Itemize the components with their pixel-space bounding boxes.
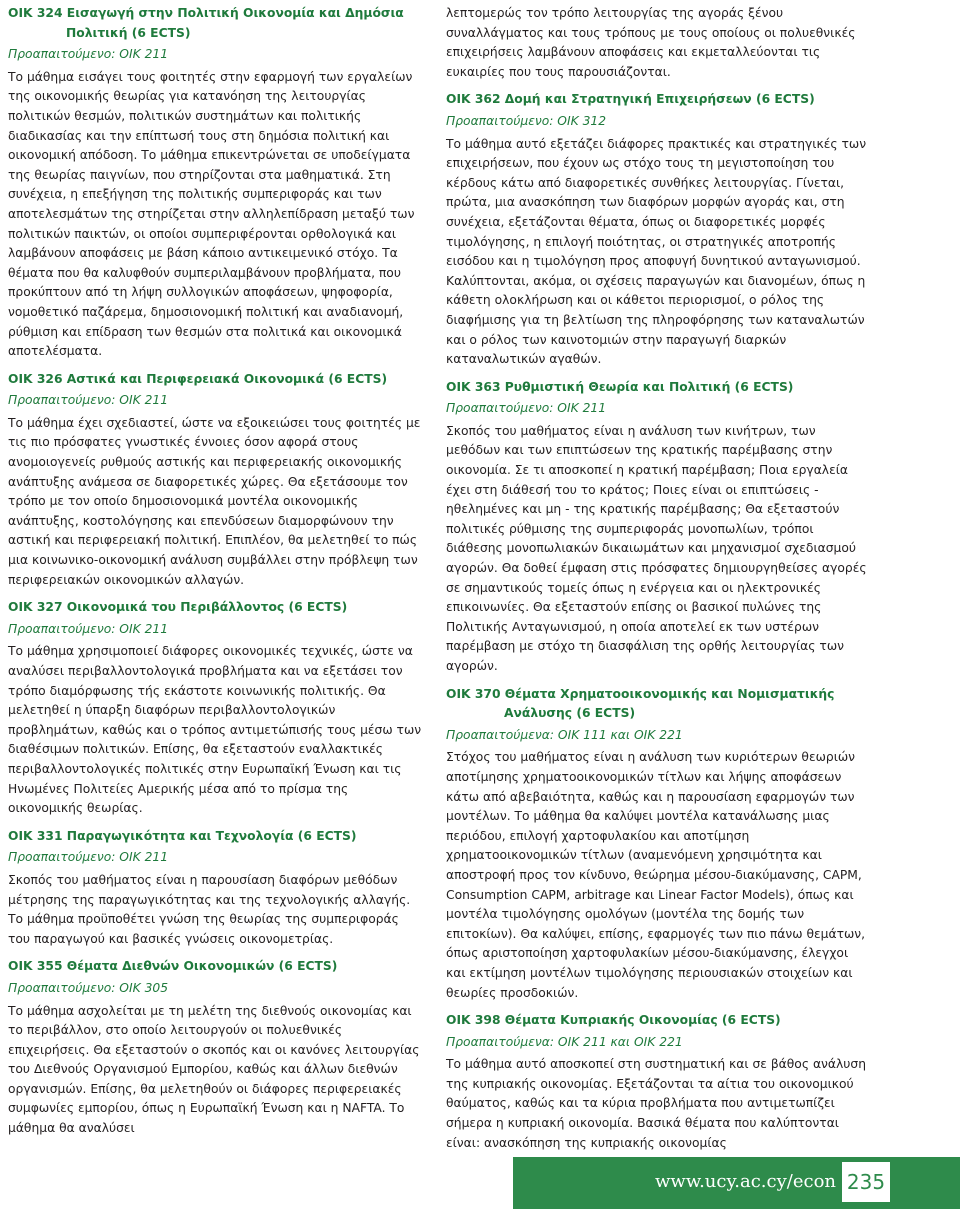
left-column <box>8 4 424 1147</box>
course-prerequisite: Προαπαιτούμενο: ΟΙΚ 211 <box>446 401 607 416</box>
course-description: Το μάθημα ασχολείται με τη μελέτη της διεθνούς οικονομίας και το περιβάλλον, στο οποίο λειτουργούν οι πολυεθνικές επιχειρήσεις. Θα εξεταστούν ο σκοπός και οι κανόνες λειτουργίας του Διεθνούς Οργανισμού Εμπορίου, καθώς και άλλων διεθνών οργανισμών. Επίσης, θα μελετηθούν οι διάφορες περιφερειακές συμφωνίες εμπορίου, όπως η Ευρωπαϊκή Ένωση και η NAFTA. Το μάθημα θα αναλύσει <box>8 1003 420 1136</box>
course-prerequisite: Προαπαιτούμενο: ΟΙΚ 211 <box>8 621 169 636</box>
course-oik-327 <box>8 598 424 819</box>
course-title: ΟΙΚ 331 Παραγωγικότητα και Τεχνολογία (6 ECTS) <box>8 828 357 843</box>
course-prerequisite: Προαπαιτούμενα: ΟΙΚ 111 και ΟΙΚ 221 <box>446 727 683 742</box>
course-description: Το μάθημα αυτό αποσκοπεί στη συστηματική και σε βάθος ανάλυση της κυπριακής οικονομίας. Εξετάζονται τα αίτια του οικονομικού θαύματος, καθώς και τα κύρια προβλήματα που αντιμετωπίζει σήμερα η κυπριακή οικονομία. Βασικά θέματα που καλύπτονται είναι: ανασκόπηση της κυπριακής οικονομίας <box>446 1057 867 1150</box>
course-prerequisite: Προαπαιτούμενο: ΟΙΚ 211 <box>8 850 169 865</box>
course-title: ΟΙΚ 370 Θέματα Χρηματοοικονομικής και Νομισματικής <box>446 686 835 701</box>
course-description: Το μάθημα εισάγει τους φοιτητές στην εφαρμογή των εργαλείων της οικονομικής θεωρίας για κατανόηση της λειτουργίας πολιτικών θεσμών, πολιτικών συστημάτων και πολιτικής διαδικασίας και την επίπτωσή τους στη δημόσια πολιτική και οικονομική απόδοση. Το μάθημα επικεντρώνεται σε υποδείγματα της θεωρίας παιγνίων, που στηρίζονται στα μαθηματικά. Στη συνέχεια, η επεξήγηση της πολιτικής συμπεριφοράς και των αποτελεσμάτων της στηρίζεται στην αλληλεπίδραση μεταξύ των πολιτικών παικτών, οι οποίοι συμπεριφέρονται ορθολογικά και λαμβάνουν αποφάσεις με βάση κάποιο αντικειμενικό στόχο. Τα θέματα που θα καλυφθούν συμπεριλαμβάνουν προβλήματα, που προκύπτουν από τη λήψη συλλογικών αποφάσεων, ψηφοφορία, νομοθετικό παζάρεμα, δημοσιονομική πολιτική και αναδιανομή, ρύθμιση και επίδραση των θεσμών στα πολιτικά και οικονομικά αποτελέσματα. <box>8 69 415 359</box>
course-oik-355 <box>8 957 424 1138</box>
footer-website-url[interactable]: www.ucy.ac.cy/econ <box>655 1171 836 1192</box>
course-prerequisite: Προαπαιτούμενο: ΟΙΚ 305 <box>8 980 169 995</box>
course-oik-355-continued <box>446 4 871 82</box>
course-prerequisite: Προαπαιτούμενο: ΟΙΚ 211 <box>8 393 169 408</box>
course-oik-326 <box>8 370 424 591</box>
course-title: ΟΙΚ 398 Θέματα Κυπριακής Οικονομίας (6 ECTS) <box>446 1013 781 1028</box>
course-title-continued: Πολιτική (6 ECTS) <box>66 25 191 40</box>
course-prerequisite: Προαπαιτούμενα: ΟΙΚ 211 και ΟΙΚ 221 <box>446 1034 683 1049</box>
course-title: ΟΙΚ 355 Θέματα Διεθνών Οικονομικών (6 ECTS) <box>8 959 338 974</box>
course-oik-324 <box>8 4 424 362</box>
course-oik-398 <box>446 1011 871 1153</box>
course-description-continued: λεπτομερώς τον τρόπο λειτουργίας της αγοράς ξένου συναλλάγματος και τους τρόπους με τους οποίους οι πολυεθνικές επιχειρήσεις λαμβάνουν αποφάσεις και εκμεταλλεύονται τις ευκαιρίες που τους παρουσιάζονται. <box>446 6 856 79</box>
course-description: Στόχος του μαθήματος είναι η ανάλυση των κυριότερων θεωριών αποτίμησης χρηματοοικονομικών τίτλων και λήψης αποφάσεων κάτω από αβεβαιότητα, καθώς και η παρουσίαση εφαρμογών των μοντέλων. Το μάθημα θα καλύψει μοντέλα κατανάλωσης μιας περιόδου, επιλογή χαρτοφυλακίου και αποτίμηση χρηματοοικονομικών τίτλων (αναμενόμενη χρησιμότητα και αποστροφή προς τον κίνδυνο, θεώρημα μέσου-διακύμανσης, CAPM, Consumption CAPM, arbitrage και Linear Factor Models), όπως και μοντέλα τιμολόγησης ομολόγων (μοντέλα της δομής των επιτοκίων). Θα καλύψει, επίσης, εφαρμογές των πιο πάνω θεμάτων, όπως αριστοποίηση χαρτοφυλακίων μέσου-διακύμανσης, έλεγχοι και εκτίμηση μοντέλων τιμολόγησης περιουσιακών στοιχείων και θεωρίες προσδοκιών. <box>446 750 866 1000</box>
page-number: 235 <box>846 1170 886 1194</box>
course-title: ΟΙΚ 363 Ρυθμιστική Θεωρία και Πολιτική (6 ECTS) <box>446 379 794 394</box>
course-title: ΟΙΚ 324 Εισαγωγή στην Πολιτική Οικονομία και Δημόσια <box>8 6 404 20</box>
right-column <box>446 4 871 1161</box>
course-description: Σκοπός του μαθήματος είναι η παρουσίαση διαφόρων μεθόδων μέτρησης της παραγωγικότητας και της τεχνολογικής αλλαγής. Το μάθημα προϋποθέτει γνώση της θεωρίας της συμπεριφοράς του παραγωγού και βασικές γνώσεις οικονομετρίας. <box>8 872 411 946</box>
course-title: ΟΙΚ 327 Οικονομικά του Περιβάλλοντος (6 ECTS) <box>8 600 348 615</box>
course-oik-370 <box>446 685 871 1004</box>
course-description: Σκοπός του μαθήματος είναι η ανάλυση των κινήτρων, των μεθόδων και των επιπτώσεων της κρατικής παρέμβασης στην οικονομία. Σε τι αποσκοπεί η κρατική παρέμβαση; Ποια εργαλεία έχει στη διάθεσή του το κράτος; Ποιες είναι οι επιπτώσεις - ηθελημένες και μη - της κρατικής παρέμβασης; Θα εξεταστούν πολιτικές ρύθμισης της συμπεριφοράς μονοπωλίων, τρόποι διάθεσης μονοπωλιακών δικαιωμάτων και μηχανισμοί σχεδιασμού αγορών. Θα δοθεί έμφαση στις πρόσφατες δημιουργηθείσες αγορές σε σημαντικούς τομείς όπως η ενέργεια και οι ηλεκτρονικές επικοινωνίες. Θα εξεταστούν επίσης οι βασικοί πυλώνες της Πολιτικής Ανταγωνισμού, η οποία αποτελεί εκ των υστέρων παρέμβαση με στόχο τη διασφάλιση της ορθής λειτουργίας των αγορών. <box>446 423 867 673</box>
course-oik-362 <box>446 90 871 369</box>
course-prerequisite: Προαπαιτούμενο: ΟΙΚ 312 <box>446 113 607 128</box>
course-title: ΟΙΚ 362 Δομή και Στρατηγική Επιχειρήσεων (6 ECTS) <box>446 92 815 107</box>
course-description: Το μάθημα χρησιμοποιεί διάφορες οικονομικές τεχνικές, ώστε να αναλύσει περιβαλλοντολογικά προβλήματα και να εξετάσει τον τρόπο διαμόρφωσης τής εκάστοτε κοινωνικής πολιτικής. Θα μελετηθεί η ύπαρξη διαφόρων περιβαλλοντολογικών προβλημάτων, καθώς και ο τρόπος αντιμετώπισής τους μέσω των διαθέσιμων πολιτικών. Επίσης, θα εξεταστούν εναλλακτικές περιβαλλοντολογικές πολιτικές στην Ευρωπαϊκή Ένωση και τις Ηνωμένες Πολιτείες Αμερικής μέσα από το πρίσμα της οικονομικής θεωρίας. <box>8 644 422 816</box>
course-oik-331 <box>8 827 424 950</box>
course-title-continued: Ανάλυσης (6 ECTS) <box>504 706 636 721</box>
course-description: Το μάθημα έχει σχεδιαστεί, ώστε να εξοικειώσει τους φοιτητές με τις πιο πρόσφατες γνωστικές έννοιες όσον αφορά στους ανομοιογενείς ρυθμούς αστικής και περιφερειακής οικονομικής ανάπτυξης ανάμεσα σε διαφορετικές χώρες. Θα εξετάσουμε τον τρόπο με τον οποίο δημοσιονομικά μοντέλα οικονομικής ανάπτυξης, κοστολόγησης και επενδύσεων διαμορφώνουν την αστική και περιφερειακή πολιτική. Επιπλέον, θα μελετηθεί το πώς μια κοινωνικο-οικονομική ανάλυση συμβάλλει στην πρόβλεψη των περιφερειακών οικονομικών αλλαγών. <box>8 415 421 587</box>
course-description: Το μάθημα αυτό εξετάζει διάφορες πρακτικές και στρατηγικές των επιχειρήσεων, που έχουν ως στόχο τους τη μεγιστοποίηση του κέρδους κάτω από διαφορετικές συνθήκες λειτουργίας. Γίνεται, πρώτα, μια ανασκόπηση των διαφόρων μορφών αγοράς και, στη συνέχεια, εξετάζονται θέματα, όπως οι διαφορετικές μορφές τιμολόγησης, η επιλογή ποιότητας, οι στρατηγικές αποτροπής εισόδου και η τιμολόγηση προς αποφυγή δυνητικού ανταγωνισμού. Καλύπτονται, ακόμα, οι σχέσεις παραγωγών και διανομέων, όπως η κάθετη ολοκλήρωση και οι κάθετοι περιορισμοί, ο ρόλος της διαφήμισης για τη βελτίωση της πληροφόρησης των καταναλωτών και ο ρόλος των καινοτομιών στην παραγωγή διαρκών καταναλωτικών αγαθών. <box>446 136 867 367</box>
course-title: ΟΙΚ 326 Αστικά και Περιφερειακά Οικονομικά (6 ECTS) <box>8 371 388 386</box>
course-prerequisite: Προαπαιτούμενο: ΟΙΚ 211 <box>8 47 169 62</box>
course-oik-363 <box>446 378 871 677</box>
